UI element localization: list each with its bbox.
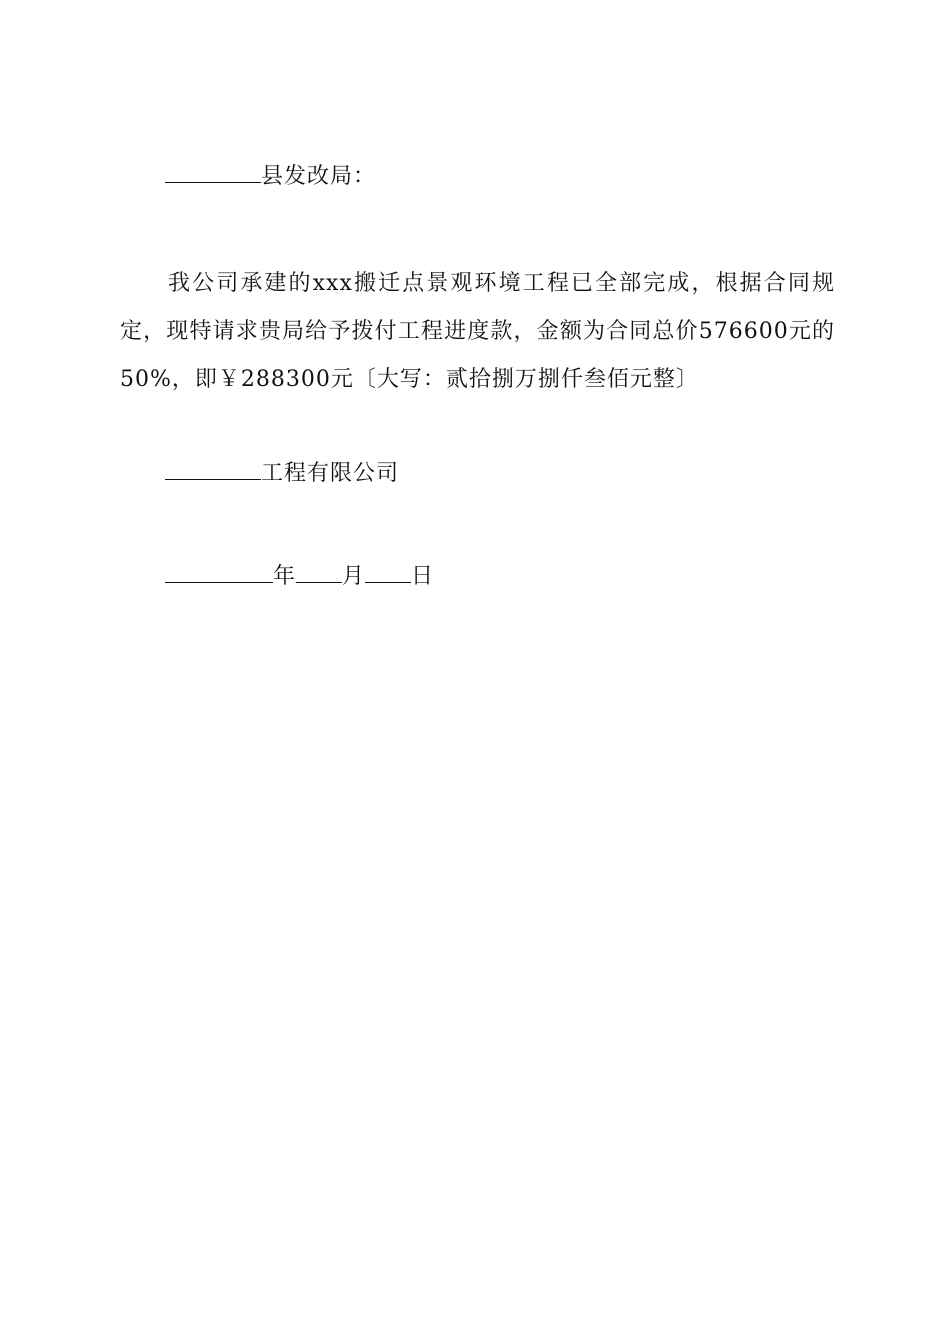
date-line [165, 562, 434, 592]
salutation-text: 县发改局： [261, 164, 377, 189]
recipient-blank [165, 162, 261, 183]
month-label: 月 [342, 564, 366, 589]
year-label: 年 [273, 564, 297, 589]
request-paragraph: 我公司承建的xxx搬迁点景观环境工程已全部完成，根据合同规定，现特请求贵局给予拨付工程进度款，金额为合同总价576600元的50%，即￥288300元〔大写：贰拾捌万捌仟叁佰元整〕 [120, 271, 835, 392]
month-blank [296, 562, 342, 583]
year-blank [165, 562, 273, 583]
signature-company: 工程有限公司 [261, 461, 400, 486]
company-name-blank [165, 459, 261, 480]
day-label: 日 [411, 564, 435, 589]
signature-line [165, 459, 399, 489]
day-blank [365, 562, 411, 583]
salutation-line [165, 162, 376, 192]
